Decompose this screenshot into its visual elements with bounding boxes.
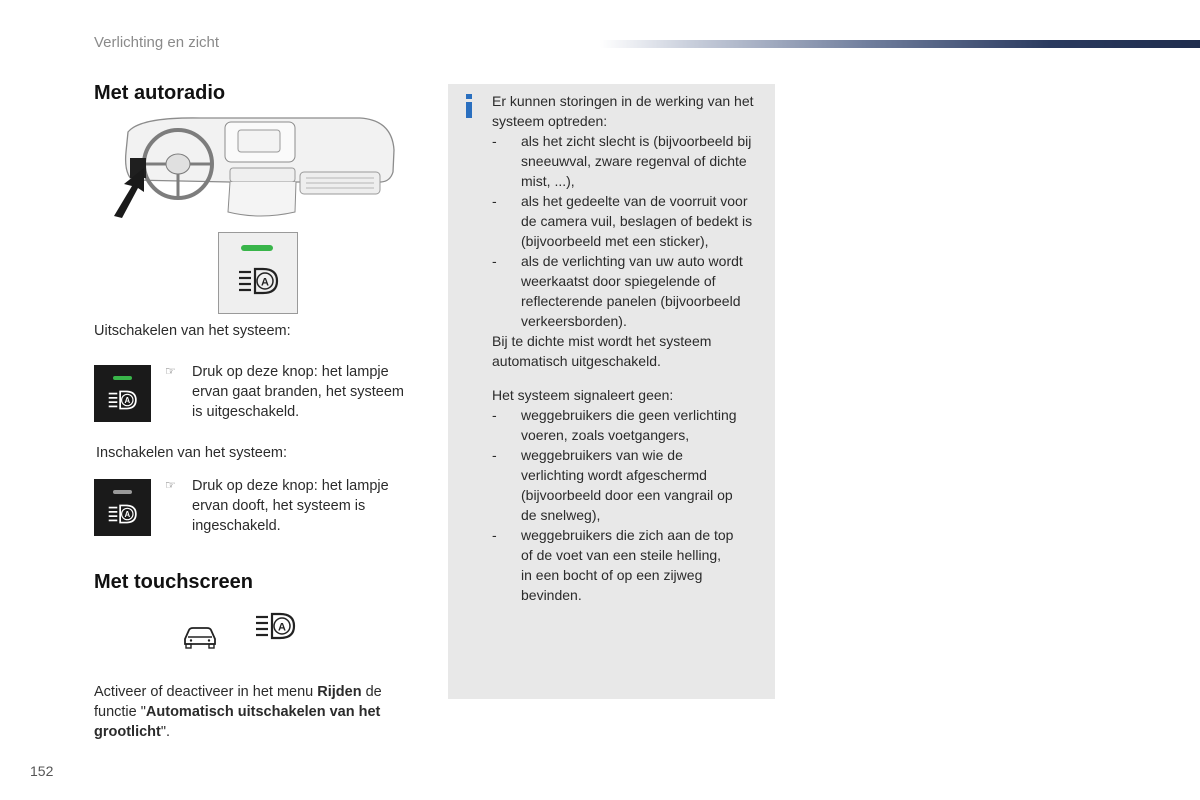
pointer-bullet-icon: ☞ [165,364,176,378]
led-off-indicator [113,490,132,494]
list-item: - als het gedeelte van de voorruit voor de camera vuil, beslagen of bedekt is (bijvoorbeeld met een sticker), [492,193,753,249]
touchscreen-instructions: Activeer of deactiveer in het menu Rijden de functie "Automatisch uitschakelen van het grootlicht". [94,684,382,740]
auto-high-beam-icon [237,267,281,300]
info-bullet-list-1 [492,131,767,371]
page-number: 152 [30,763,54,779]
header-gradient-bar [600,40,1200,48]
heading-touchscreen: Met touchscreen [94,571,253,593]
disable-label: Uitschakelen van het systeem: [94,323,291,339]
button-led-on-image [94,365,151,422]
list-item: - weggebruikers die zich aan de top of de voet van een steile helling, in een bocht of op een zijweg bevinden. [492,527,734,603]
car-icon [182,622,218,655]
enable-step-text: Druk op deze knop: het lampje ervan dooft, het systeem is ingeschakeld. [192,478,389,534]
info-intro: Er kunnen storingen in de werking van het systeem optreden: [492,93,754,129]
pointer-bullet-icon: ☞ [165,478,176,492]
button-led-off-image [94,479,151,536]
menu-name: Rijden [317,684,362,700]
info-panel [448,84,775,699]
enable-label: Inschakelen van het systeem: [96,445,288,461]
auto-high-beam-icon [254,612,298,645]
list-item: - weggebruikers van wie de verlichting wordt afgeschermd (bijvoorbeeld door een vangrail op de snelweg), [492,447,733,523]
disable-step-text: Druk op deze knop: het lampje ervan gaat branden, het systeem is uitgeschakeld. [192,364,404,420]
svg-text:A: A [124,510,131,520]
running-header: Verlichting en zicht [94,34,220,51]
svg-text:A: A [261,276,269,289]
svg-text:A: A [278,621,286,634]
led-on-indicator [113,376,132,380]
auto-high-beam-icon [107,504,139,529]
info-bullet-list-2 [492,405,767,605]
led-on-indicator [241,245,273,251]
heading-autoradio: Met autoradio [94,82,226,104]
list-item: - als het zicht slecht is (bijvoorbeeld bij sneeuwval, zware regenval of dichte mist, ...), [492,133,752,189]
function-name: Automatisch uitschakelen van het [145,704,381,720]
dashboard-illustration [110,112,400,227]
fog-note: Bij te dichte mist wordt het systeem automatisch uitgeschakeld. [492,333,712,369]
signal-intro: Het systeem signaleert geen: [492,387,674,403]
info-icon [464,94,474,123]
auto-high-beam-icon [107,390,139,415]
button-zoom-image [218,232,298,314]
list-item: - weggebruikers die geen verlichting voeren, zoals voetgangers, [492,407,737,443]
list-item: - als de verlichting van uw auto wordt weerkaatst door spiegelende of reflecterende panelen (bijvoorbeeld verkeersborden). [492,253,743,329]
svg-text:A: A [124,396,131,406]
